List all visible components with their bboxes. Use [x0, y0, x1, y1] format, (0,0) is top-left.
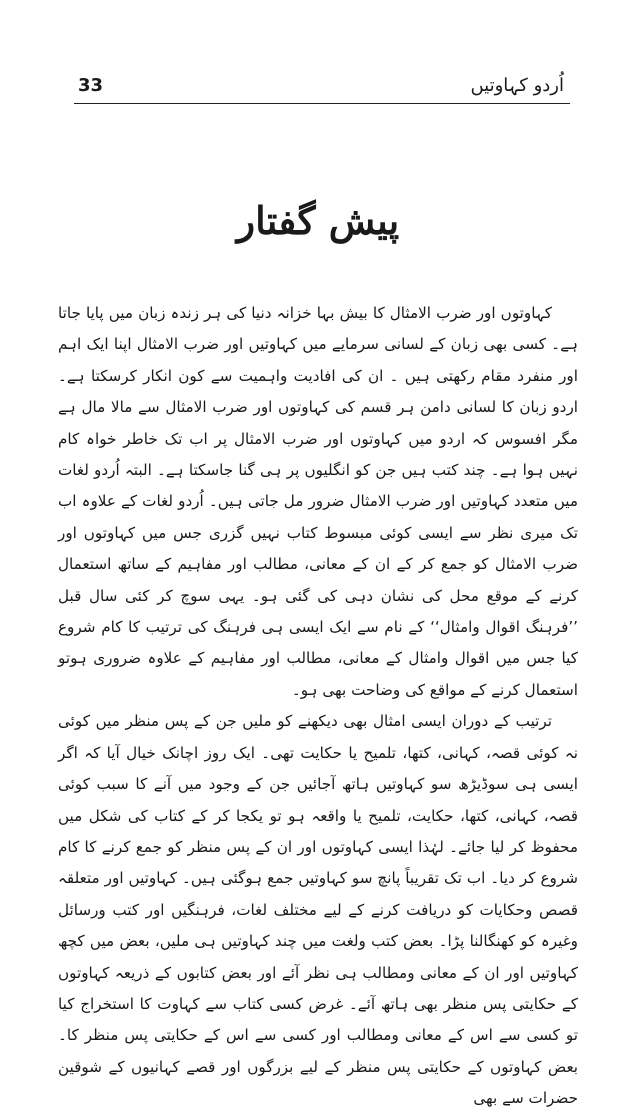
running-title: اُردو کہاوتیں	[470, 74, 564, 96]
paragraph: ترتیب کے دوران ایسی امثال بھی دیکھنے کو ملیں جن کے پس منظر میں کوئی نہ کوئی قصہ، کہانی، کتھا، تلمیح یا حکایت تھی۔ ایک روز اچانک خیال آیا کہ اگر ایسی ہی سوڈیڑھ سو کہاوتیں ہاتھ آجائیں جن کے وجود میں آنے کا سبب کوئی قصہ، کہانی، کتھا، حکایت، تلمیح یا واقعہ ہو تو یکجا کر کے کتاب کی شکل میں محفوظ کر لیا جائے۔ لہٰذا ایسی کہاوتوں اور ان کے پس منظر کو جمع کرنے کا کام شروع کر دیا۔ اب تک تقریباً پانچ سو کہاوتیں جمع ہوگئی ہیں۔ کہاوتیں اور متعلقہ قصص وحکایات کو دریافت کرنے کے لیے مختلف لغات، فرہنگیں اور کتب ورسائل وغیرہ کو کھنگالنا پڑا۔ بعض کتب ولغت میں چند کہاوتیں ہی ملیں، بعض میں کچھ کہاوتیں اور ان کے معانی ومطالب ہی نظر آئے اور بعض کتابوں کے ذریعہ کہاوتوں کے حکایتی پس منظر بھی ہاتھ آئے۔ غرض کسی کتاب سے کہاوت کا استخراج کیا تو کسی سے اس کے معانی ومطالب اور کسی سے اس کے حکایتی پس منظر کا۔ بعض کہاوتوں کے حکایتی پس منظر کے لیے بزرگوں اور قصے کہانیوں کے شوقین حضرات سے بھی	[58, 712, 578, 1108]
header-rule	[74, 103, 570, 104]
page-header	[78, 72, 564, 98]
page-number: 33	[78, 74, 104, 96]
body-text	[58, 298, 578, 1115]
paragraph: کہاوتوں اور ضرب الامثال کا بیش بہا خزانہ دنیا کی ہر زندہ زبان میں پایا جاتا ہے۔ کسی بھی زبان کے لسانی سرمایے میں کہاوتیں اور ضرب الامثال اپنا ایک اہم اور منفرد مقام رکھتی ہیں ۔ ان کی افادیت واہمیت سے کون انکار کرسکتا ہے۔ اردو زبان کا لسانی دامن ہر قسم کی کہاوتوں اور ضرب الامثال سے مالا مال ہے مگر افسوس کہ اردو میں کہاوتوں اور ضرب الامثال پر اب تک خاطر خواہ کام نہیں ہوا ہے۔ چند کتب ہیں جن کو انگلیوں پر ہی گنا جاسکتا ہے۔ البتہ اُردو لغات میں متعدد کہاوتیں اور ضرب الامثال ضرور مل جاتی ہیں۔ اُردو لغات کے علاوہ اب تک میری نظر سے ایسی کوئی مبسوط کتاب نہیں گزری جس میں کہاوتوں اور ضرب الامثال کو جمع کر کے ان کے معانی، مطالب اور مفاہیم کے ساتھ استعمال کرنے کے موقع محل کی نشان دہی کی گئی ہو۔ یہی سوچ کر کئی سال قبل ’’فرہنگ اقوال وامثال‘‘ کے نام سے ایک ایسی ہی فرہنگ کی ترتیب کا کام شروع کیا جس میں اقوال وامثال کے معانی، مطالب اور مفاہیم کے علاوہ ضروری ہوتو استعمال کرنے کے مواقع کی وضاحت بھی ہو۔	[58, 304, 578, 699]
chapter-title: پیش گفتار	[236, 198, 400, 243]
